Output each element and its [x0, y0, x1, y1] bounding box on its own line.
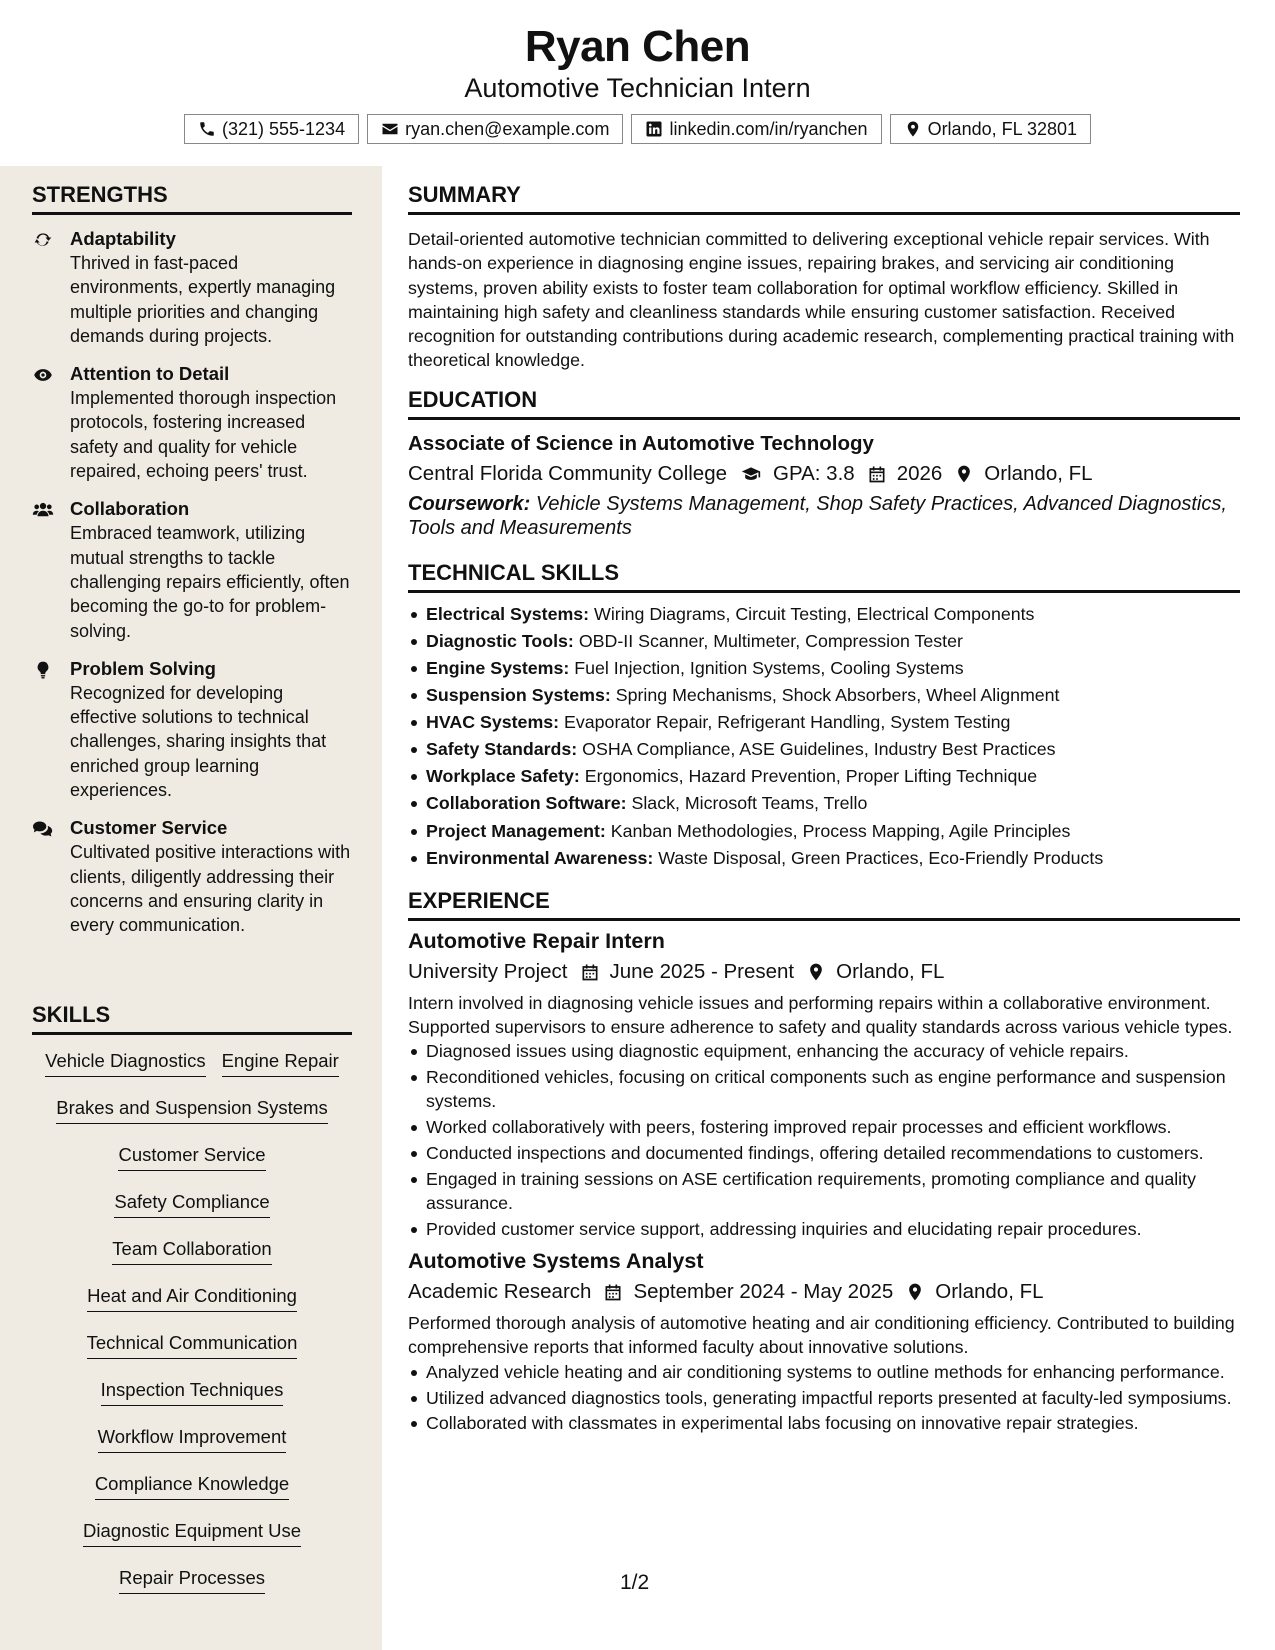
list-item: [408, 736, 1240, 763]
skill-tag: Vehicle Diagnostics: [45, 1049, 205, 1077]
job-location: Orlando, FL: [836, 959, 945, 983]
degree-title: Associate of Science in Automotive Technology: [408, 431, 874, 455]
skill-tag: Engine Repair: [222, 1049, 339, 1077]
strength-title: Attention to Detail: [70, 363, 230, 385]
strength-title: Adaptability: [70, 228, 176, 249]
skill-tag: Workflow Improvement: [98, 1425, 287, 1453]
list-item: Engaged in training sessions on ASE certification requirements, promoting compliance and quality assurance.: [408, 1167, 1240, 1216]
candidate-title: Automotive Technician Intern: [464, 73, 811, 103]
skills-list: [32, 1049, 352, 1613]
list-item: Collaborated with classmates in experimental labs focusing on innovative repair strategies.: [408, 1411, 1240, 1435]
job-bullets: [408, 1360, 1240, 1436]
job-org: Academic Research: [408, 1280, 592, 1304]
envelope-icon: [381, 120, 399, 138]
contact-location-text: Orlando, FL 32801: [927, 118, 1077, 139]
calendar-icon: [580, 962, 600, 982]
technical-skills-section: [408, 560, 1240, 872]
skill-value: Wiring Diagrams, Circuit Testing, Electrical Components: [594, 603, 1035, 624]
page-number: 1/2: [620, 1571, 650, 1594]
skills-section: [32, 1002, 352, 1613]
job-description: Performed thorough analysis of automotive heating and air conditioning efficiency. Contributed to building comprehensive reports that informed faculty about innovative solutions.: [408, 1313, 1235, 1358]
summary-section: [408, 182, 1240, 373]
skill-tag: Compliance Knowledge: [95, 1472, 289, 1500]
coursework: [408, 492, 1240, 540]
skill-label: Collaboration Software:: [426, 793, 627, 814]
list-item: [408, 790, 1240, 817]
graduation-year: 2026: [896, 461, 943, 485]
skill-tag: Customer Service: [118, 1143, 265, 1171]
education-heading: EDUCATION: [408, 387, 1240, 420]
list-item: [408, 845, 1240, 872]
map-pin-icon: [954, 464, 974, 484]
strength-item: [32, 497, 352, 642]
comments-icon: [32, 819, 54, 839]
experience-heading: EXPERIENCE: [408, 888, 1240, 921]
list-item: [408, 818, 1240, 845]
skill-label: Project Management:: [426, 820, 606, 841]
skill-label: Workplace Safety:: [426, 766, 580, 787]
summary-text: Detail-oriented automotive technician committed to delivering exceptional vehicle repair services. With hands-on experience in diagnosing engine issues, repairing brakes, and servicing air conditioning systems, proven ability exists to foster team collaboration for optimal workflow efficiency. Skilled in maintaining high safety and cleanliness standards while ensuring customer satisfaction. Received recognition for outstanding contributions during academic research, complementing practical training with theoretical knowledge.: [408, 229, 1235, 371]
job-org: University Project: [408, 959, 568, 983]
list-item: [408, 655, 1240, 682]
education-section: [408, 387, 1240, 540]
skill-label: Safety Standards:: [426, 739, 578, 760]
list-item: [408, 709, 1240, 736]
skill-tag: Brakes and Suspension Systems: [56, 1096, 327, 1124]
skill-value: Slack, Microsoft Teams, Trello: [631, 793, 868, 814]
skill-label: Electrical Systems:: [426, 603, 590, 624]
contact-email[interactable]: [367, 114, 623, 144]
gpa: GPA: 3.8: [773, 461, 855, 485]
strengths-section: [32, 182, 352, 952]
list-item: [408, 682, 1240, 709]
list-item: Analyzed vehicle heating and air conditioning systems to outline methods for enhancing performance.: [408, 1360, 1240, 1384]
skill-tag: Diagnostic Equipment Use: [83, 1519, 301, 1547]
lightbulb-icon: [32, 660, 54, 680]
candidate-name: Ryan Chen: [524, 22, 751, 71]
skill-value: Waste Disposal, Green Practices, Eco-Friendly Products: [658, 847, 1104, 868]
eye-icon: [32, 365, 54, 385]
list-item: Provided customer service support, addressing inquiries and elucidating repair procedures.: [408, 1217, 1240, 1241]
skill-label: Diagnostic Tools:: [426, 630, 574, 651]
graduation-cap-icon: [739, 464, 763, 484]
job-bullets: [408, 1039, 1240, 1241]
map-pin-icon: [806, 962, 826, 982]
skill-value: OSHA Compliance, ASE Guidelines, Industry Best Practices: [582, 739, 1056, 760]
strength-title: Collaboration: [70, 498, 190, 520]
skill-label: Environmental Awareness:: [426, 847, 654, 868]
list-item: Reconditioned vehicles, focusing on critical components such as engine performance and suspension systems.: [408, 1065, 1240, 1114]
list-item: Conducted inspections and documented findings, offering detailed recommendations to customers.: [408, 1141, 1240, 1165]
calendar-icon: [603, 1282, 623, 1302]
job-meta: [408, 957, 1240, 987]
strength-desc: Cultivated positive interactions with clients, diligently addressing their concerns and ensuring clarity in every communication.: [70, 842, 351, 936]
strength-desc: Recognized for developing effective solutions to technical challenges, sharing insights that enriched group learning experiences.: [70, 682, 327, 801]
skill-value: Spring Mechanisms, Shock Absorbers, Wheel Alignment: [615, 685, 1060, 706]
sidebar: [0, 166, 382, 1650]
main-column: [408, 166, 1240, 1437]
list-item: Worked collaboratively with peers, fostering improved repair processes and efficient workflows.: [408, 1115, 1240, 1139]
education-location: Orlando, FL: [984, 461, 1093, 485]
contact-phone-text: (321) 555-1234: [221, 118, 346, 139]
skill-tag: Team Collaboration: [112, 1237, 271, 1265]
strength-item: [32, 362, 352, 483]
skill-label: HVAC Systems:: [426, 712, 560, 733]
contact-location: [890, 114, 1091, 144]
skill-tag: Technical Communication: [87, 1331, 298, 1359]
strength-item: [32, 657, 352, 802]
linkedin-icon: [645, 120, 663, 138]
job-location: Orlando, FL: [935, 1280, 1044, 1304]
contact-linkedin-text: linkedin.com/in/ryanchen: [669, 118, 868, 139]
list-item: [408, 601, 1240, 628]
map-pin-icon: [904, 120, 922, 138]
job-description: Intern involved in diagnosing vehicle issues and performing repairs within a collaborative environment. Supported supervisors to ensure adherence to safety and quality standards across various vehicle types.: [408, 992, 1233, 1038]
strength-item: [32, 816, 352, 937]
summary-heading: SUMMARY: [408, 182, 1240, 215]
skill-value: Evaporator Repair, Refrigerant Handling, System Testing: [564, 712, 1011, 733]
job-dates: June 2025 - Present: [609, 959, 795, 983]
job-entry: [408, 927, 1240, 1241]
skill-value: Ergonomics, Hazard Prevention, Proper Lifting Technique: [584, 766, 1038, 787]
job-dates: September 2024 - May 2025: [633, 1280, 894, 1304]
skill-label: Engine Systems:: [426, 657, 570, 678]
contact-linkedin[interactable]: [631, 114, 881, 144]
strength-desc: Thrived in fast-paced environments, expertly managing multiple priorities and changing demands during projects.: [70, 253, 336, 346]
list-item: [408, 763, 1240, 790]
strength-item: [32, 227, 352, 348]
coursework-list: Vehicle Systems Management, Shop Safety Practices, Advanced Diagnostics, Tools and Measurements: [408, 492, 1227, 539]
skill-value: Kanban Methodologies, Process Mapping, Agile Principles: [610, 820, 1071, 841]
contact-bar: [0, 114, 1275, 144]
users-icon: [32, 500, 54, 520]
job-entry: [408, 1247, 1240, 1435]
strength-title: Customer Service: [70, 817, 228, 839]
job-title: Automotive Systems Analyst: [408, 1249, 704, 1274]
technical-skills-heading: TECHNICAL SKILLS: [408, 560, 1240, 593]
list-item: Diagnosed issues using diagnostic equipment, enhancing the accuracy of vehicle repairs.: [408, 1039, 1240, 1063]
list-item: [408, 628, 1240, 655]
coursework-label: Coursework:: [408, 492, 531, 515]
education-meta: [408, 459, 1240, 489]
strengths-heading: STRENGTHS: [32, 182, 352, 215]
skill-tag: Heat and Air Conditioning: [87, 1284, 297, 1312]
map-pin-icon: [905, 1282, 925, 1302]
contact-phone[interactable]: [184, 114, 359, 144]
job-title: Automotive Repair Intern: [408, 928, 665, 953]
skill-tag: Safety Compliance: [114, 1190, 269, 1218]
skill-value: Fuel Injection, Ignition Systems, Cooling Systems: [574, 657, 964, 678]
technical-skills-list: [408, 601, 1240, 872]
list-item: Utilized advanced diagnostics tools, generating impactful reports presented at faculty-led symposiums.: [408, 1386, 1240, 1410]
calendar-icon: [867, 464, 887, 484]
strength-desc: Implemented thorough inspection protocols, fostering increased safety and quality for vehicle repaired, echoing peers' trust.: [70, 388, 337, 482]
resume-header: [0, 0, 1275, 166]
refresh-icon: [32, 230, 54, 250]
experience-section: [408, 888, 1240, 1436]
skills-heading: SKILLS: [32, 1002, 352, 1035]
skill-value: OBD-II Scanner, Multimeter, Compression Tester: [578, 630, 963, 651]
skill-tag: Repair Processes: [119, 1566, 265, 1594]
school-name: Central Florida Community College: [408, 461, 728, 485]
phone-icon: [198, 120, 216, 138]
job-meta: [408, 1277, 1240, 1307]
strength-desc: Embraced teamwork, utilizing mutual strengths to tackle challenging repairs efficiently, often becoming the go-to for problem-solving.: [70, 523, 350, 641]
strength-title: Problem Solving: [70, 657, 216, 679]
skill-tag: Inspection Techniques: [101, 1378, 284, 1406]
skill-label: Suspension Systems:: [426, 685, 611, 706]
contact-email-text: ryan.chen@example.com: [405, 118, 610, 139]
